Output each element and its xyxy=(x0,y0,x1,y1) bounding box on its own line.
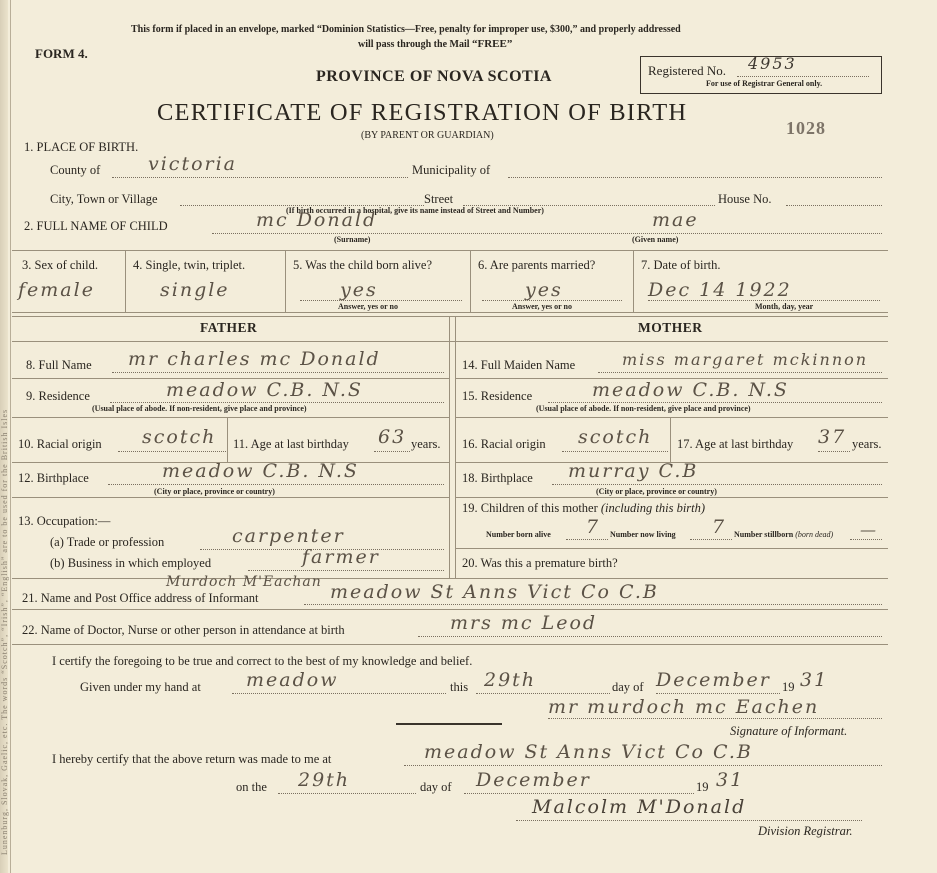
parents-divider-b xyxy=(455,316,456,578)
child-surname-value: mc Donald xyxy=(256,209,378,231)
mother-children-label: 19. Children of this mother (including this birth) xyxy=(462,501,706,515)
registrar-signature: Malcolm M'Donald xyxy=(532,796,747,818)
registered-year-prefix: 19 xyxy=(696,780,709,794)
father-birthplace-label: 12. Birthplace xyxy=(18,471,89,485)
mother-residence-line xyxy=(548,402,882,403)
mother-racial-line xyxy=(562,451,668,452)
born-alive-count-value: 7 xyxy=(586,516,601,538)
father-age-value: 63 xyxy=(378,426,407,448)
mother-name-label: 14. Full Maiden Name xyxy=(462,358,576,372)
doctor-line xyxy=(418,636,882,637)
parents-married-caption: Answer, yes or no xyxy=(512,302,573,311)
informant-address-value: meadow St Anns Vict Co C.B xyxy=(330,581,659,603)
registered-day-line xyxy=(278,793,416,794)
house-no-line xyxy=(786,205,882,206)
now-living-count-label: Number now living xyxy=(610,530,676,539)
mother-row16-divider xyxy=(670,418,671,462)
child-name-label: 2. FULL NAME OF CHILD xyxy=(24,219,168,233)
child-name-line xyxy=(212,233,882,234)
county-line xyxy=(112,177,408,178)
mother-heading: MOTHER xyxy=(638,320,703,335)
date-of-birth-value: Dec 14 1922 xyxy=(648,279,792,301)
given-year-prefix: 19 xyxy=(782,680,795,694)
stillborn-count-value: — xyxy=(860,520,878,539)
informant-signature: mr murdoch mc Eachen xyxy=(548,696,820,718)
date-of-birth-label: 7. Date of birth. xyxy=(641,258,721,272)
mother-racial-value: scotch xyxy=(578,426,653,448)
registered-note: For use of Registrar General only. xyxy=(706,79,823,88)
father-occupation-label: 13. Occupation:— xyxy=(18,514,111,528)
left-margin-rule xyxy=(10,0,11,873)
father-birthplace-value: meadow C.B. N.S xyxy=(162,460,359,482)
father-business-line xyxy=(248,570,444,571)
father-business-label: (b) Business in which employed xyxy=(50,556,212,570)
mother-birthplace-line xyxy=(552,484,882,485)
parents-header-rule xyxy=(12,341,888,342)
father-residence-line xyxy=(110,402,444,403)
father-trade-value: carpenter xyxy=(232,525,345,547)
page-subtitle: (BY PARENT OR GUARDIAN) xyxy=(361,130,494,141)
mother-age-label: 17. Age at last birthday xyxy=(677,437,794,451)
sex-value: female xyxy=(18,279,95,301)
born-alive-caption: Answer, yes or no xyxy=(338,302,399,311)
informant-name-value: Murdoch M'Eachan xyxy=(166,574,322,590)
signature-separator xyxy=(396,723,502,725)
row3-bottom-rule xyxy=(12,312,888,313)
parents-top-rule xyxy=(12,316,888,317)
surname-caption: (Surname) xyxy=(334,235,371,244)
father-age-unit: years. xyxy=(411,437,441,451)
county-label: County of xyxy=(50,163,101,177)
born-alive-count-label: Number born alive xyxy=(486,530,551,539)
mother-birthplace-label: 18. Birthplace xyxy=(462,471,533,485)
father-age-label: 11. Age at last birthday xyxy=(233,437,349,451)
given-place-line xyxy=(232,693,446,694)
born-alive-label: 5. Was the child born alive? xyxy=(293,258,433,272)
date-of-birth-caption: Month, day, year xyxy=(755,302,814,311)
province-heading: PROVINCE OF NOVA SCOTIA xyxy=(316,68,552,85)
father-heading: FATHER xyxy=(200,320,258,335)
mother-age-line xyxy=(818,451,850,452)
father-name-value: mr charles mc Donald xyxy=(128,348,381,370)
parents-married-line xyxy=(482,300,622,301)
born-alive-line xyxy=(300,300,462,301)
born-alive-count-line xyxy=(566,539,608,540)
father-birthplace-line xyxy=(108,484,444,485)
row3-top-rule xyxy=(12,250,888,251)
hospital-note: (If birth occurred in a hospital, give its name instead of Street and Number) xyxy=(286,206,544,215)
parents-divider-a xyxy=(449,316,450,578)
father-residence-value: meadow C.B. N.S xyxy=(166,379,363,401)
given-name-caption: (Given name) xyxy=(632,235,679,244)
father-business-value: farmer xyxy=(302,546,380,568)
informant-label: 21. Name and Post Office address of Informant xyxy=(22,591,259,605)
father-name-label: 8. Full Name xyxy=(26,358,92,372)
side-margin-text: Lunenburg, Slovak, Gaelic, etc. The words “Scotch”, “Irish”, “English” are to be used for the British Isles xyxy=(0,408,9,855)
registrar-signature-line xyxy=(516,820,862,821)
father-trade-label: (a) Trade or profession xyxy=(50,535,165,549)
given-day-line xyxy=(476,693,610,694)
form-number: FORM 4. xyxy=(35,46,88,61)
registered-month-line xyxy=(464,793,694,794)
born-alive-value: yes xyxy=(340,279,378,301)
sex-label: 3. Sex of child. xyxy=(22,258,99,272)
stillborn-count-line xyxy=(850,539,882,540)
stillborn-count-label: Number stillborn (born dead) xyxy=(734,530,834,539)
page-title: CERTIFICATE OF REGISTRATION OF BIRTH xyxy=(157,99,688,126)
parents-married-value: yes xyxy=(525,279,563,301)
child-given-value: mae xyxy=(652,209,699,231)
municipality-label: Municipality of xyxy=(412,163,491,177)
row3-divider-1 xyxy=(125,250,126,312)
given-month-value: December xyxy=(656,669,771,691)
registered-day-of-label: day of xyxy=(420,780,452,794)
doctor-value: mrs mc Leod xyxy=(450,612,598,634)
father-row10-divider xyxy=(227,418,228,462)
stamp-number: 1028 xyxy=(786,118,826,138)
given-year-value: 31 xyxy=(800,669,829,691)
given-place-value: meadow xyxy=(246,669,339,691)
registrar-place-line xyxy=(404,765,882,766)
mother-residence-label: 15. Residence xyxy=(462,389,533,403)
mother-residence-caption: (Usual place of abode. If non-resident, give place and province) xyxy=(536,404,751,413)
single-twin-value: single xyxy=(160,279,230,301)
mother-row18-rule xyxy=(455,497,888,498)
now-living-count-value: 7 xyxy=(712,516,727,538)
parents-married-label: 6. Are parents married? xyxy=(478,258,596,272)
city-label: City, Town or Village xyxy=(50,192,158,206)
informant-line xyxy=(304,604,882,605)
row22-rule xyxy=(12,644,888,645)
father-row12-rule xyxy=(12,497,449,498)
registrar-signature-caption: Division Registrar. xyxy=(758,824,853,838)
mail-notice-line1: This form if placed in an envelope, marked “Dominion Statistics—Free, penalty for improper use, $300,” and properly addressed xyxy=(131,24,681,35)
father-residence-caption: (Usual place of abode. If non-resident, give place and province) xyxy=(92,404,307,413)
row3-divider-3 xyxy=(470,250,471,312)
registered-month-value: December xyxy=(476,769,591,791)
mother-row19-rule xyxy=(455,548,888,549)
father-age-line xyxy=(374,451,410,452)
given-day-of-label: day of xyxy=(612,680,644,694)
registered-day-value: 29th xyxy=(298,769,351,791)
county-value: victoria xyxy=(148,153,238,175)
father-racial-line xyxy=(118,451,226,452)
given-month-line xyxy=(656,693,780,694)
registrar-place-value: meadow St Anns Vict Co C.B xyxy=(424,741,753,763)
father-residence-label: 9. Residence xyxy=(26,389,90,403)
mother-residence-value: meadow C.B. N.S xyxy=(592,379,789,401)
row21-rule xyxy=(12,609,888,610)
now-living-count-line xyxy=(690,539,732,540)
father-name-line xyxy=(112,372,444,373)
registered-label: Registered No. xyxy=(648,63,726,78)
given-day-value: 29th xyxy=(484,669,537,691)
certify-statement: I certify the foregoing to be true and correct to the best of my knowledge and belief. xyxy=(52,654,473,668)
premature-birth-label: 20. Was this a premature birth? xyxy=(462,556,618,570)
father-row9-rule xyxy=(12,417,449,418)
mother-name-line xyxy=(598,372,882,373)
mother-age-unit: years. xyxy=(852,437,882,451)
father-racial-label: 10. Racial origin xyxy=(18,437,102,451)
given-under-label: Given under my hand at xyxy=(80,680,201,694)
father-racial-value: scotch xyxy=(142,426,217,448)
mother-name-value: miss margaret mckinnon xyxy=(622,350,869,369)
row3-divider-2 xyxy=(285,250,286,312)
doctor-label: 22. Name of Doctor, Nurse or other person in attendance at birth xyxy=(22,623,345,637)
mother-row15-rule xyxy=(455,417,888,418)
mother-age-value: 37 xyxy=(818,426,847,448)
mother-birthplace-caption: (City or place, province or country) xyxy=(596,487,717,496)
date-of-birth-line xyxy=(648,300,880,301)
informant-signature-line xyxy=(548,718,882,719)
house-no-label: House No. xyxy=(718,192,772,206)
parents-bottom-rule xyxy=(12,578,888,579)
single-twin-label: 4. Single, twin, triplet. xyxy=(133,258,246,272)
mother-racial-label: 16. Racial origin xyxy=(462,437,546,451)
street-label: Street xyxy=(424,192,454,206)
mother-birthplace-value: murray C.B xyxy=(568,460,699,482)
this-label: this xyxy=(450,680,469,694)
registered-number: 4953 xyxy=(748,54,797,73)
registered-year-value: 31 xyxy=(716,769,745,791)
place-of-birth-heading: 1. PLACE OF BIRTH. xyxy=(24,140,139,154)
registered-dotline xyxy=(737,76,869,77)
registrar-statement: I hereby certify that the above return was made to me at xyxy=(52,752,332,766)
municipality-line xyxy=(508,177,882,178)
informant-signature-caption: Signature of Informant. xyxy=(730,724,848,738)
mail-notice-line2: will pass through the Mail “FREE” xyxy=(358,38,513,50)
row3-divider-4 xyxy=(633,250,634,312)
father-birthplace-caption: (City or place, province or country) xyxy=(154,487,275,496)
registered-on-label: on the xyxy=(236,780,267,794)
